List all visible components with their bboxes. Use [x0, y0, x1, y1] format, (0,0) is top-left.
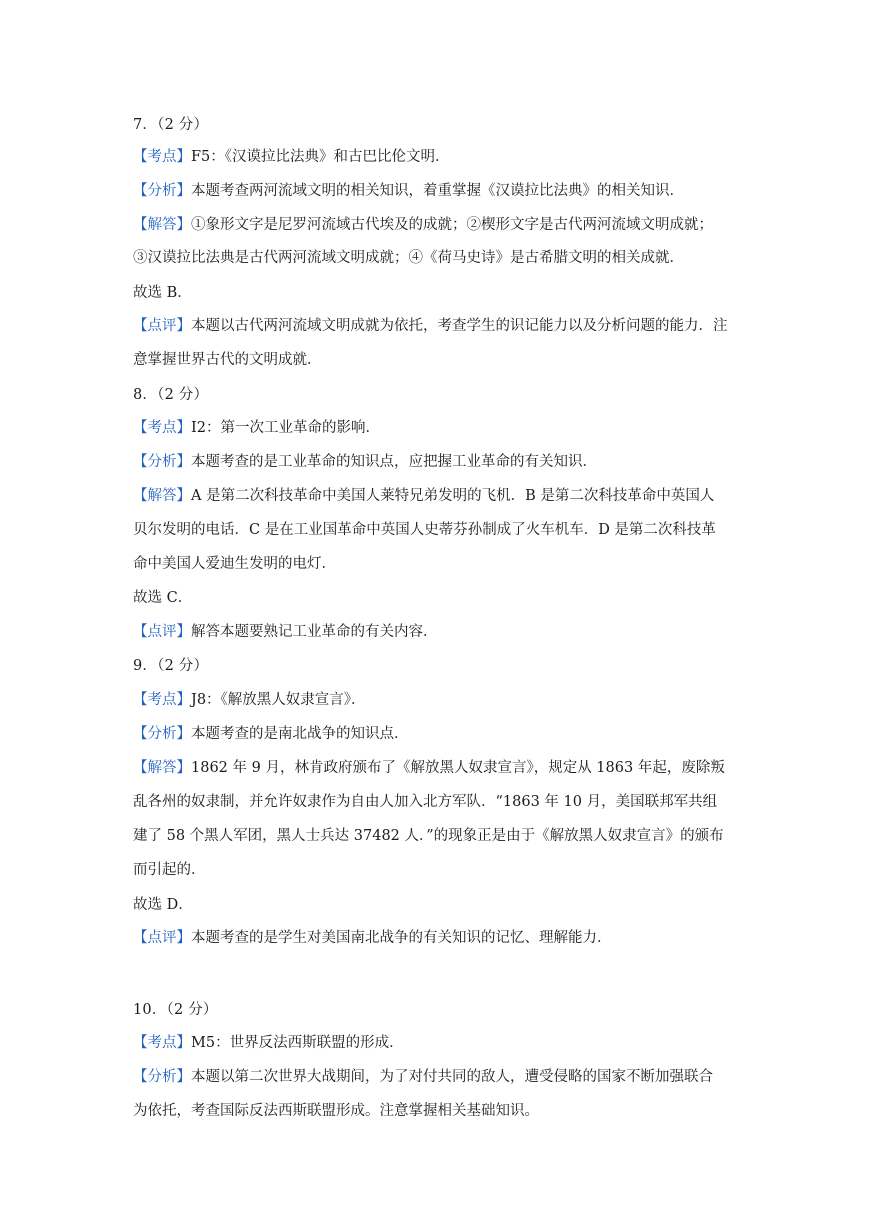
q8-fenxi [133, 452, 753, 472]
q8-jieda [133, 486, 753, 506]
kaodian-text: M5：世界反法西斯联盟的形成． [191, 1035, 404, 1051]
jieda-tag: 【解答】 [133, 760, 191, 776]
q9-fenxi [133, 724, 753, 744]
q9-jieda-line2: 乱各州的奴隶制，并允许奴隶作为自由人加入北方军队．“1863 年 10 月，美国联邦军共组 [133, 794, 718, 810]
q7-jieda [133, 215, 753, 235]
dianping-tag: 【点评】 [133, 930, 191, 946]
jieda-tag: 【解答】 [133, 217, 191, 233]
fenxi-text: 本题考查的是南北战争的知识点． [191, 726, 409, 742]
q7-dianping-line2: 意掌握世界古代的文明成就． [133, 352, 322, 368]
fenxi-text: 本题以第二次世界大战期间，为了对付共同的敌人，遭受侵略的国家不断加强联合 [191, 1069, 713, 1085]
kaodian-tag: 【考点】 [133, 692, 191, 708]
q8-answer: 故选 C． [133, 590, 193, 606]
fenxi-text: 本题考查两河流域文明的相关知识，着重掌握《汉谟拉比法典》的相关知识． [191, 183, 684, 199]
fenxi-tag: 【分析】 [133, 1069, 191, 1085]
q9-jieda-line4: 而引起的． [133, 862, 206, 878]
q10-fenxi-line2: 为依托，考查国际反法西斯联盟形成。注意掌握相关基础知识。 [133, 1103, 539, 1119]
kaodian-text: I2：第一次工业革命的影响． [191, 420, 380, 436]
jieda-tag: 【解答】 [133, 488, 191, 504]
dianping-text: 本题考查的是学生对美国南北战争的有关知识的记忆、理解能力． [191, 930, 612, 946]
q9-answer: 故选 D． [133, 897, 193, 913]
q10-fenxi [133, 1067, 753, 1087]
q9-jieda-line3: 建了 58 个黑人军团，黑人士兵达 37482 人．”的现象正是由于《解放黑人奴隶宣言》的颁布 [133, 828, 724, 844]
q7-fenxi [133, 181, 753, 201]
fenxi-tag: 【分析】 [133, 726, 191, 742]
q7-number: 7．（2 分） [133, 117, 209, 133]
kaodian-tag: 【考点】 [133, 1035, 191, 1051]
q8-kaodian [133, 418, 753, 438]
jieda-text: ①象形文字是尼罗河流域古代埃及的成就；②楔形文字是古代两河流域文明成就； [191, 217, 713, 233]
q7-kaodian [133, 147, 753, 167]
fenxi-tag: 【分析】 [133, 183, 191, 199]
q9-dianping [133, 928, 753, 948]
q7-answer: 故选 B． [133, 285, 192, 301]
q10-number: 10．（2 分） [133, 1002, 218, 1018]
dianping-tag: 【点评】 [133, 318, 191, 334]
q8-dianping [133, 622, 753, 642]
q9-jieda [133, 758, 753, 778]
q8-jieda-line2: 贝尔发明的电话．C 是在工业国革命中英国人史蒂芬孙制成了火车机车．D 是第二次科技革 [133, 522, 716, 538]
dianping-text: 本题以古代两河流域文明成就为依托，考查学生的识记能力以及分析问题的能力．注 [191, 318, 728, 334]
kaodian-tag: 【考点】 [133, 420, 191, 436]
q7-dianping [133, 316, 753, 336]
kaodian-text: J8：《解放黑人奴隶宣言》． [191, 692, 366, 708]
fenxi-tag: 【分析】 [133, 454, 191, 470]
q8-jieda-line3: 命中美国人爱迪生发明的电灯． [133, 556, 336, 572]
kaodian-tag: 【考点】 [133, 149, 191, 165]
jieda-text: A 是第二次科技革命中美国人莱特兄弟发明的飞机．B 是第二次科技革命中英国人 [191, 488, 715, 504]
dianping-text: 解答本题要熟记工业革命的有关内容． [191, 624, 438, 640]
q10-kaodian [133, 1033, 753, 1053]
q8-number: 8．（2 分） [133, 387, 209, 403]
q9-kaodian [133, 690, 753, 710]
jieda-text: 1862 年 9 月，林肯政府颁布了《解放黑人奴隶宣言》，规定从 1863 年起，废除叛 [191, 760, 725, 776]
kaodian-text: F5：《汉谟拉比法典》和古巴比伦文明． [191, 149, 450, 165]
fenxi-text: 本题考查的是工业革命的知识点，应把握工业革命的有关知识． [191, 454, 597, 470]
q7-jieda-line2: ③汉谟拉比法典是古代两河流域文明成就；④《荷马史诗》是古希腊文明的相关成就． [133, 250, 684, 266]
dianping-tag: 【点评】 [133, 624, 191, 640]
q9-number: 9．（2 分） [133, 658, 209, 674]
